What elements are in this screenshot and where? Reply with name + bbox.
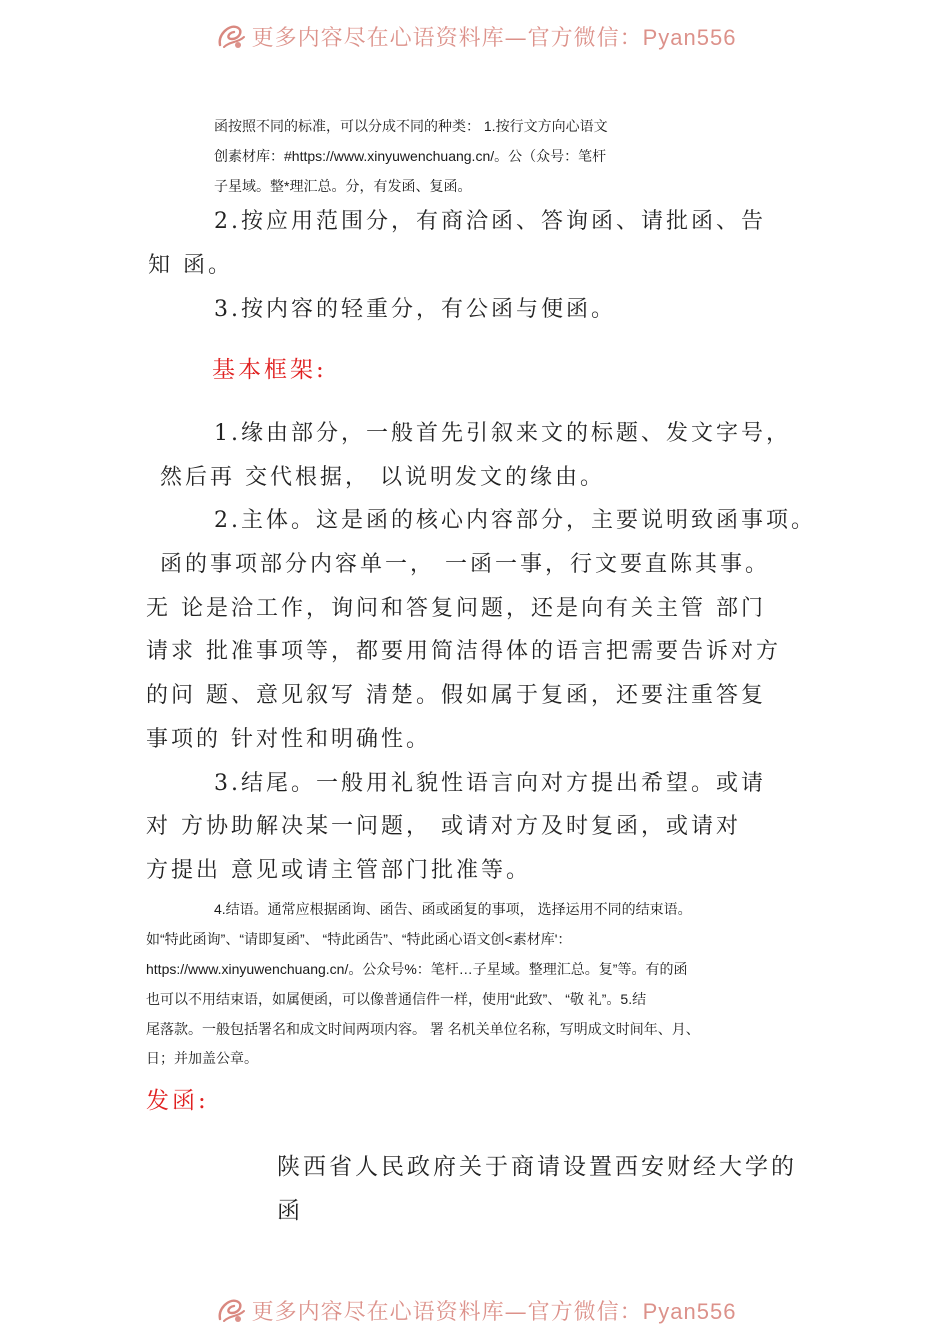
framework-line-9: 3.结尾。一般用礼貌性语言向对方提出希望。或请 [214,771,766,796]
banner-text: 更多内容尽在心语资料库—官方微信：Pyan556 [251,1298,737,1325]
framework-line-4: 函的事项部分内容单一， 一函一事，行文要直陈其事。 [160,552,770,577]
letter-title-line-1: 陕西省人民政府关于商请设置西安财经大学的 [277,1154,797,1180]
banner-text: 更多内容尽在心语资料库—官方微信：Pyan556 [251,24,737,51]
closing-line-1: 4.结语。通常应根据函询、函告、函或函复的事项， 选择运用不同的结束语。 [214,901,692,917]
basic-framework-heading: 基本框架: [212,357,327,383]
closing-line-5: 尾落款。一般包括署名和成文时间两项内容。 署 名机关单位名称，写明成文时间年、月、 [146,1021,700,1037]
closing-line-4: 也可以不用结束语，如属便函，可以像普通信件一样，使用“此致”、 “敬 礼”。5.结 [146,991,647,1007]
framework-line-8: 事项的 针对性和明确性。 [146,727,431,752]
wechat-id: Pyan556 [642,1298,737,1324]
intro-line-2: 创素材库：#https://www.xinyuwenchuang.cn/。公（众号：笔杆 [214,148,607,164]
framework-line-7: 的问 题、意见叙写 清楚。假如属于复函，还要注重答复 [146,683,766,708]
framework-line-1: 1.缘由部分，一般首先引叙来文的标题、发文字号， [214,421,791,446]
closing-line-3: https://www.xinyuwenchuang.cn/。公众号%：笔杆…子星域。整理汇总。复”等。有的函 [146,961,688,977]
wechat-id: Pyan556 [642,24,737,50]
framework-line-11: 方提出 意见或请主管部门批准等。 [146,858,531,883]
framework-line-3: 2.主体。这是函的核心内容部分，主要说明致函事项。 [214,508,816,533]
letter-title-line-2: 函 [277,1198,303,1224]
classification-line-2: 知 函。 [148,253,233,278]
framework-line-6: 请求 批准事项等，都要用简洁得体的语言把需要告诉对方 [146,639,781,664]
send-letter-heading: 发函: [146,1088,209,1114]
framework-line-10: 对 方协助解决某一问题， 或请对方及时复函，或请对 [146,814,741,839]
framework-line-2: 然后再 交代根据， 以说明发文的缘由。 [160,465,605,490]
intro-line-1: 函按照不同的标准，可以分成不同的种类： 1.按行文方向心语文 [214,118,608,134]
header-banner [0,16,950,56]
signature-logo-icon [214,19,248,53]
framework-line-5: 无 论是洽工作，询问和答复问题，还是向有关主管 部门 [146,596,766,621]
closing-line-2: 如“特此函询”、“请即复函”、 “特此函告”、“特此函心语文创<素材库'： [146,931,572,947]
classification-line-3: 3.按内容的轻重分，有公函与便函。 [214,297,616,322]
footer-banner [0,1290,950,1330]
classification-line-1: 2.按应用范围分，有商洽函、答询函、请批函、告 [214,209,766,234]
closing-line-6: 日；并加盖公章。 [146,1050,258,1066]
signature-logo-icon [214,1293,248,1327]
intro-line-3: 子星域。整*理汇总。分，有发函、复函。 [214,178,472,194]
